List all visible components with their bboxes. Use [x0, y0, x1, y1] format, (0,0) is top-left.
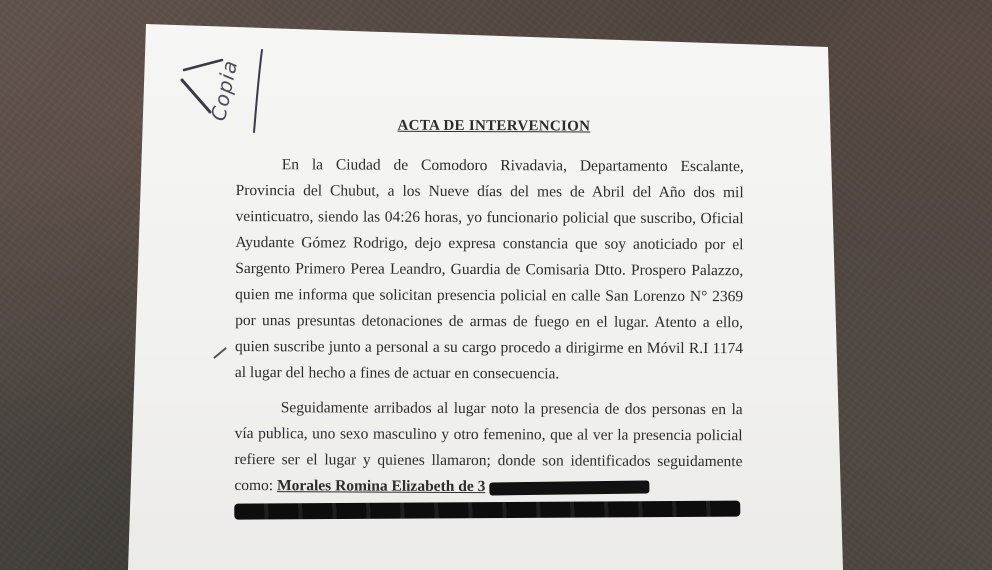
document-title: ACTA DE INTERVENCION [397, 117, 591, 135]
paragraph-2 [234, 395, 743, 519]
document-body [234, 112, 744, 528]
paragraph-1: En la Ciudad de Comodoro Rivadavia, Departamento Escalante, Provincia del Chubut, a los Nueve días del mes de Abril del Año dos mil veinticuatro, siendo las 04:26 horas, yo funcionario policial que suscribo, Oficial Ayudante Gómez Rodrigo, dejo expresa constancia que soy anoticiado por el Sargento Primero Perea Leandro, Guardia de Comisaria Dtto. Prospero Palazzo, quien me informa que solicitan presencia policial en calle San Lorenzo N° 2369 por unas presuntas detonaciones de armas de fuego en el lugar. Atento a ello, quien suscribe junto a personal a su cargo procedo a dirigirme en Móvil R.I 1174 al lugar del hecho a fines de actuar en consecuencia. [234, 156, 744, 383]
identified-person-name: Morales Romina Elizabeth de 3 [276, 477, 486, 496]
paragraph-2-text: Seguidamente arribados al lugar noto la presencia de dos personas en la vía publica, uno sexo masculino y otro femenino, que al ver la presencia policial refiere ser el lugar y quienes llamaron; donde son identificados seguidamente como: [234, 399, 743, 495]
redaction-line [234, 501, 740, 520]
margin-note: Copia [206, 57, 243, 123]
redaction-bar [489, 480, 649, 495]
